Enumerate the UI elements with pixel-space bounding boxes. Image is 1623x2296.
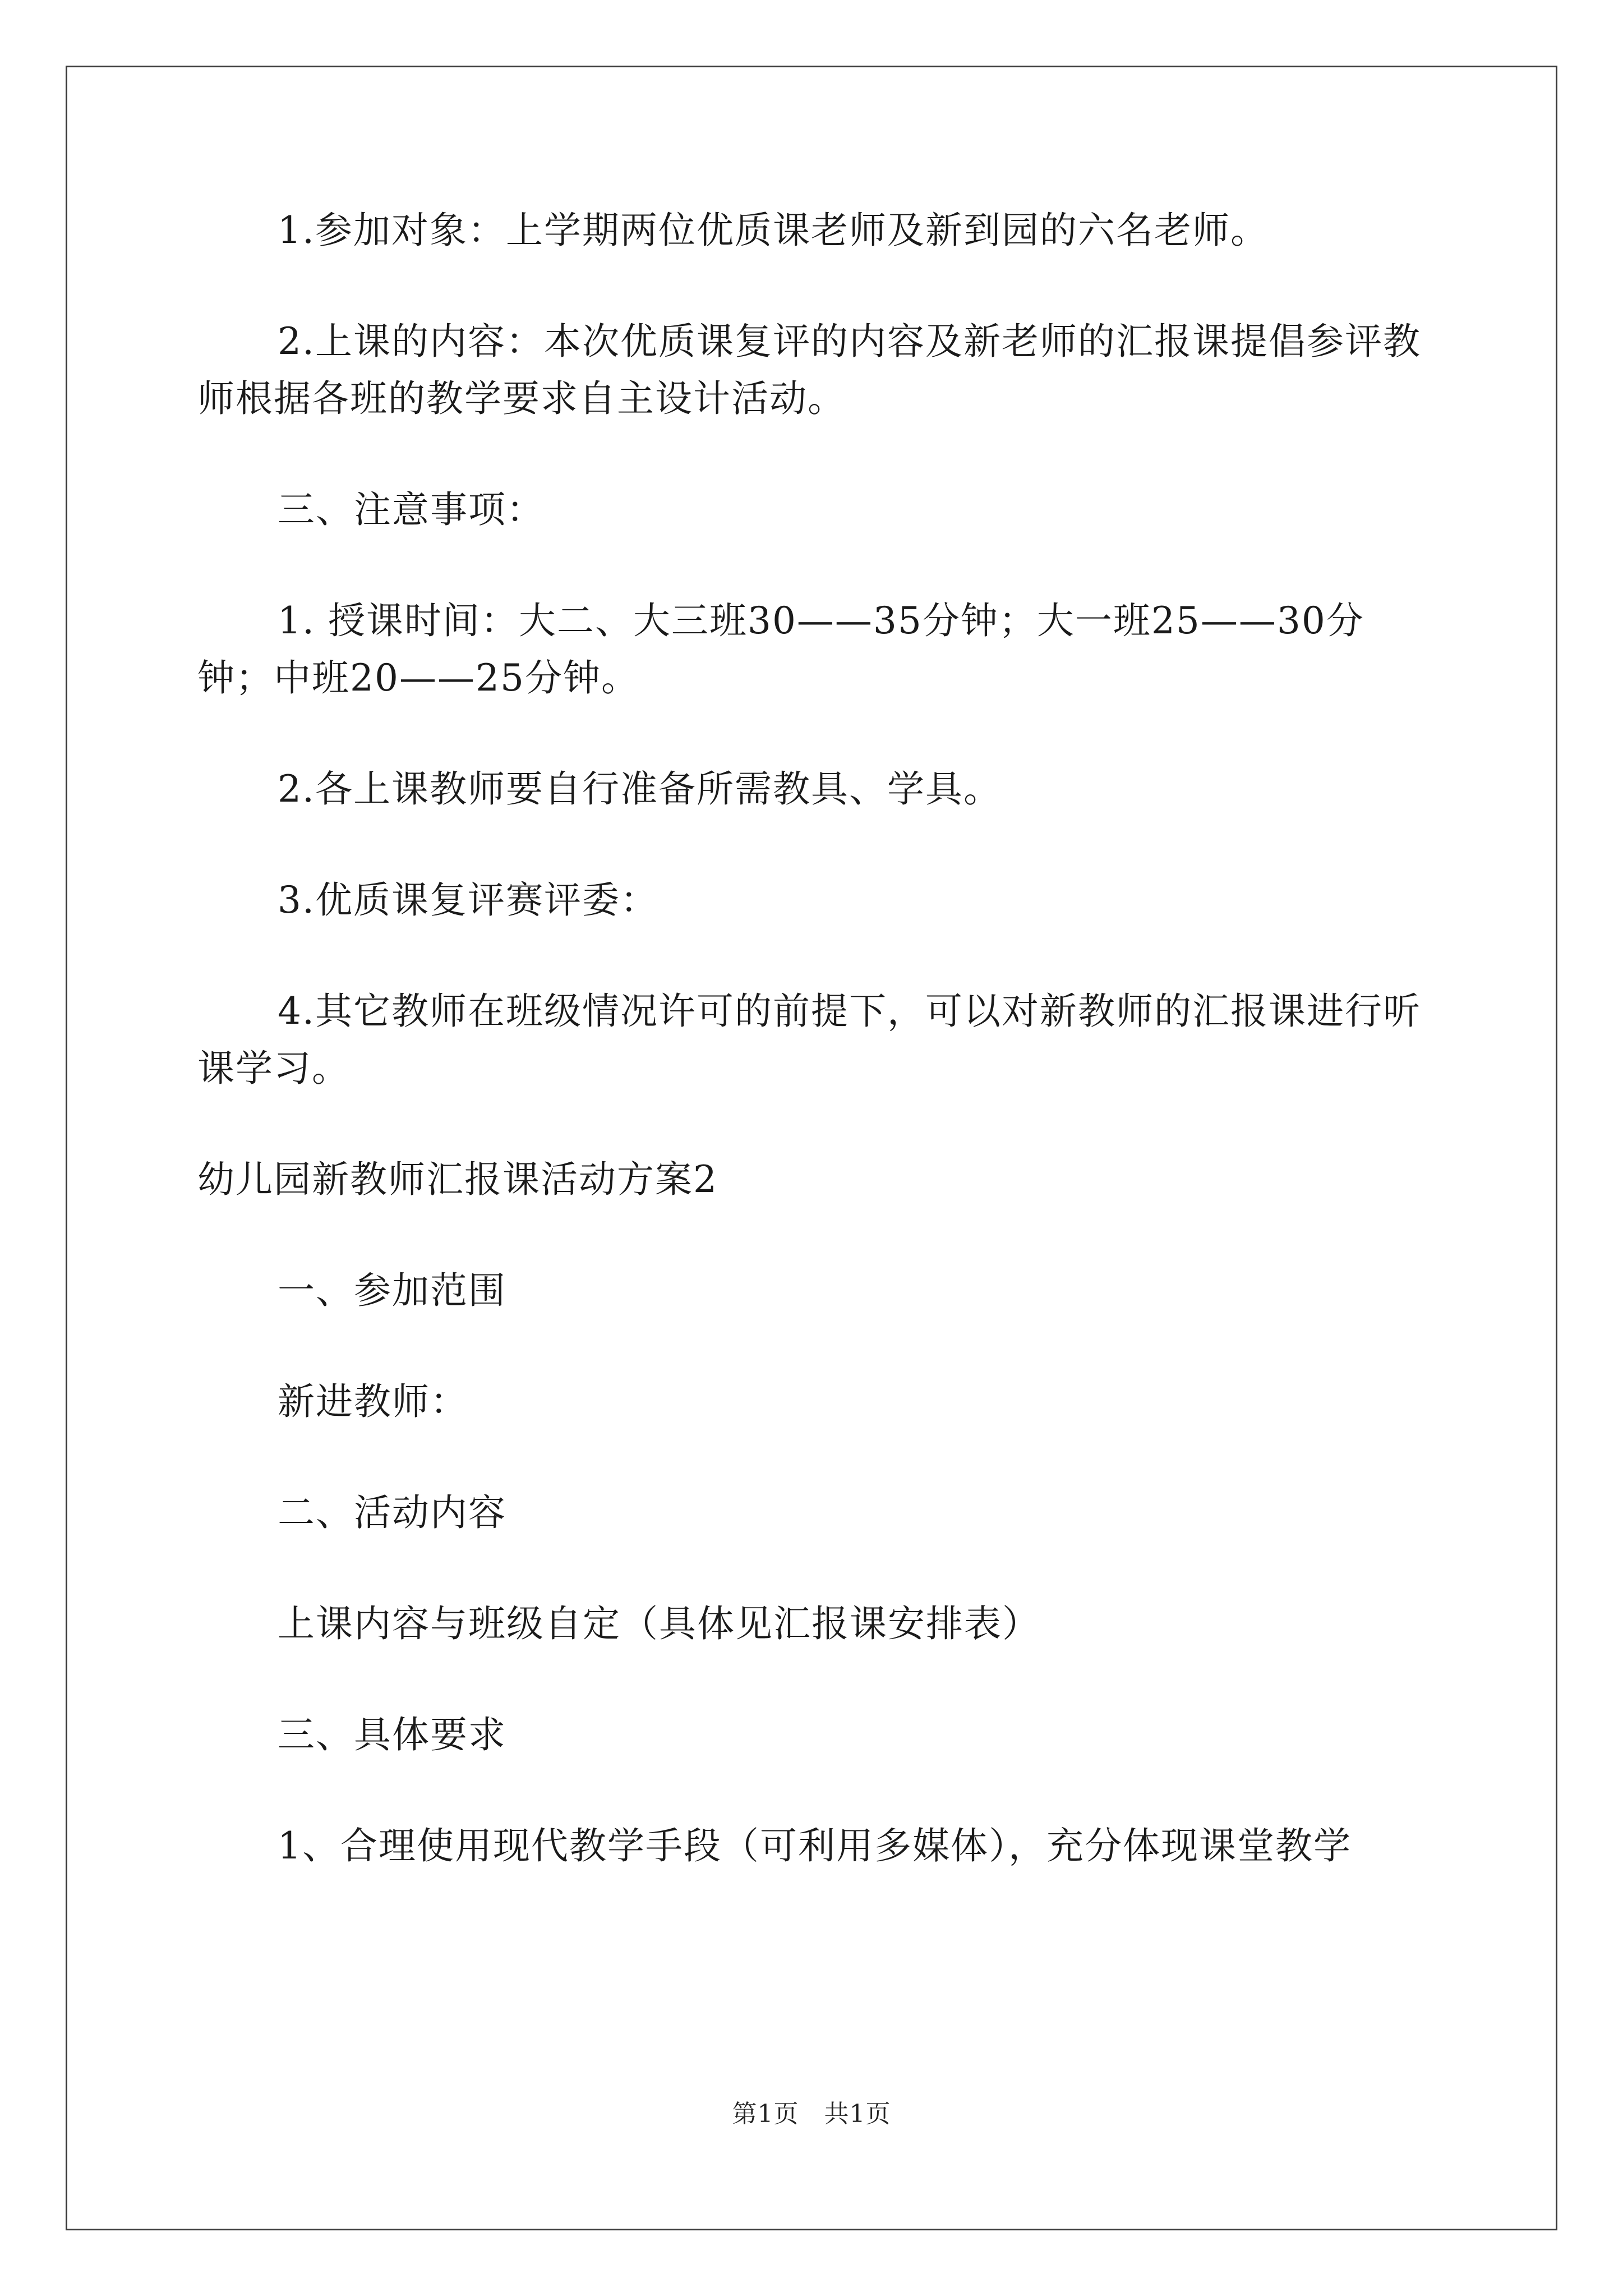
paragraph-new-teachers: 新进教师： [278, 1380, 468, 1423]
paragraph-observation: 4.其它教师在班级情况许可的前提下，可以对新教师的汇报课进行听课学习。 [197, 990, 1421, 1090]
paragraph-teaching-time: 1. 授课时间：大二、大三班30——35分钟；大一班25——30分钟；中班20——25分钟。 [197, 599, 1364, 700]
section-title-plan-2: 幼儿园新教师汇报课活动方案2 [197, 1158, 718, 1201]
paragraph-judges: 3.优质课复评赛评委： [278, 878, 658, 922]
section-heading-activity: 二、活动内容 [278, 1491, 506, 1534]
section-heading-requirements: 三、具体要求 [278, 1713, 506, 1756]
paragraph-class-content: 2.上课的内容：本次优质课复评的内容及新老师的汇报课提倡参评教师根据各班的教学要求自主设计活动。 [197, 320, 1421, 420]
section-heading-scope: 一、参加范围 [278, 1269, 506, 1312]
paragraph-multimedia: 1、合理使用现代教学手段（可利用多媒体），充分体现课堂教学 [278, 1824, 1352, 1867]
page-footer: 第1页 共1页 [732, 2100, 891, 2128]
document-body [197, 202, 1423, 1929]
section-heading-notes: 三、注意事项： [278, 488, 545, 531]
paragraph-participants: 1.参加对象：上学期两位优质课老师及新到园的六名老师。 [278, 209, 1269, 252]
paragraph-teaching-aids: 2.各上课教师要自行准备所需教具、学具。 [278, 767, 1002, 811]
paragraph-class-selection: 上课内容与班级自定（具体见汇报课安排表） [278, 1602, 1040, 1645]
